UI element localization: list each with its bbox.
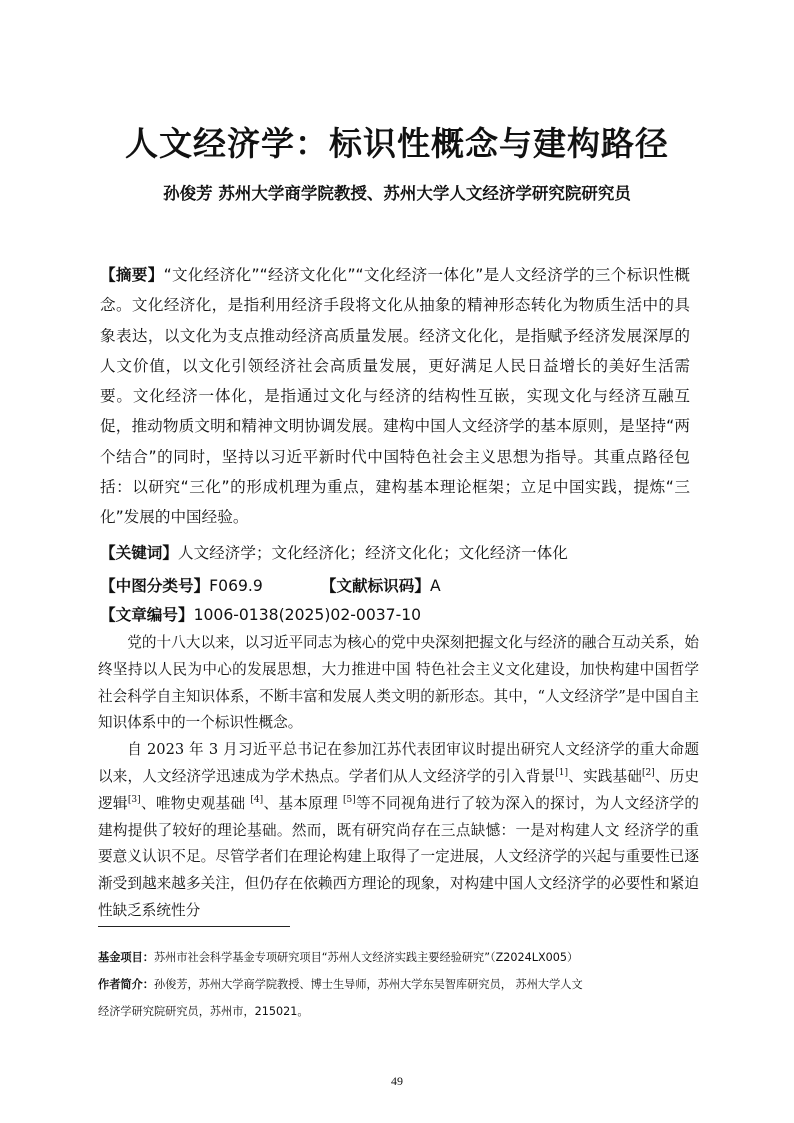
body-text (98, 630, 699, 925)
keywords-text: 人文经济学；文化经济化；经济文化化；文化经济一体化 (177, 544, 568, 562)
article-id-value: 1006-0138(2025)02-0037-10 (193, 606, 422, 624)
body-paragraph: 自 2023 年 3 月习近平总书记在参加江苏代表团审议时提出研究人文经济学的重大命题以来，人文经济学迅速成为学术热点。学者们从人文经济学的引入背景[1]、实践基础[2]、历史逻辑[3]、唯物史观基础 [4]、基本原理 [5]等不同视角进行了较为深入的探讨，为人文经济学的建构提供了较好的理论基础。然而，既有研究尚存在三点缺憾：一是对构建人文 经济学的重要意义认识不足。尽管学者们在理论构建上取得了一定进展，人文经济学的兴起与重要性已逐渐受到越来越多关注，但仍存在依赖西方理论的现象，对构建中国人文经济学的必要性和紧迫性缺乏系统性分 (98, 741, 700, 919)
document-code-label: 【文献标识码】 (320, 577, 430, 595)
footnote-divider (98, 926, 290, 927)
abstract-text: “文化经济化”“经济文化化”“文化经济一体化”是人文经济学的三个标识性概念。文化经济化，是指利用经济手段将文化从抽象的精神形态转化为物质生活中的具象表达，以文化为支点推动经济高质量发展。经济文化化，是指赋予经济发展深厚的人文价值，以文化引领经济社会高质量发展，更好满足人民日益增长的美好生活需要。文化经济一体化，是指通过文化与经济的结构性互嵌，实现文化与经济互融互促，推动物质文明和精神文明协调发展。建构中国人文经济学的基本原则，是坚持“两个结合”的同时，坚持以习近平新时代中国特色社会主义思想为指导。其重点路径包括：以研究“三化”的形成机理为重点，建构基本理论框架；立足中国实践，提炼“三化”发展的中国经验。 (100, 266, 690, 527)
abstract (100, 260, 690, 533)
classification-value: F069.9 (209, 577, 263, 595)
body-paragraph: 党的十八大以来，以习近平同志为核心的党中央深刻把握文化与经济的融合互动关系，始终坚持以人民为中心的发展思想，大力推进中国 特色社会主义文化建设，加快构建中国哲学社会科学自主知识体系，不断丰富和发展人类文明的新形态。其中，“人文经济学”是中国自主知识体系中的一个标识性概念。 (98, 634, 699, 732)
classification-line (100, 575, 700, 597)
page-number: 49 (391, 1074, 403, 1088)
citation-ref[interactable]: [5] (343, 794, 356, 805)
author-line: 孙俊芳 苏州大学商学院教授、苏州大学人文经济学研究院研究员 (163, 184, 631, 203)
fund-text: 苏州市社会科学基金专项研究项目“苏州人文经济实践主要经验研究”（Z2024LX005） (153, 951, 579, 964)
abstract-label: 【摘要】 (100, 266, 164, 284)
citation-ref[interactable]: [3] (127, 794, 141, 805)
fund-note (98, 944, 718, 971)
article-id-line (100, 604, 700, 626)
document-code-value: A (429, 577, 441, 595)
footnotes (98, 944, 718, 1025)
classification-label: 【中图分类号】 (100, 577, 210, 595)
article-title: 人文经济学：标识性概念与建构路径 (125, 124, 669, 163)
citation-ref[interactable]: [4] (250, 794, 264, 805)
citation-ref[interactable]: [2] (641, 768, 655, 779)
author-note-label: 作者简介： (98, 978, 154, 991)
keywords-line (100, 542, 700, 564)
citation-ref[interactable]: [1] (555, 768, 569, 779)
keywords-label: 【关键词】 (100, 544, 178, 562)
author-note-continued: 经济学研究院研究员，苏州市，215021。 (98, 1005, 309, 1018)
author-note-text: 孙俊芳，苏州大学商学院教授、博士生导师，苏州大学东吴智库研究员， 苏州大学人文 (153, 978, 583, 991)
article-id-label: 【文章编号】 (100, 606, 194, 624)
fund-label: 基金项目： (98, 951, 154, 964)
author-note (98, 971, 718, 998)
